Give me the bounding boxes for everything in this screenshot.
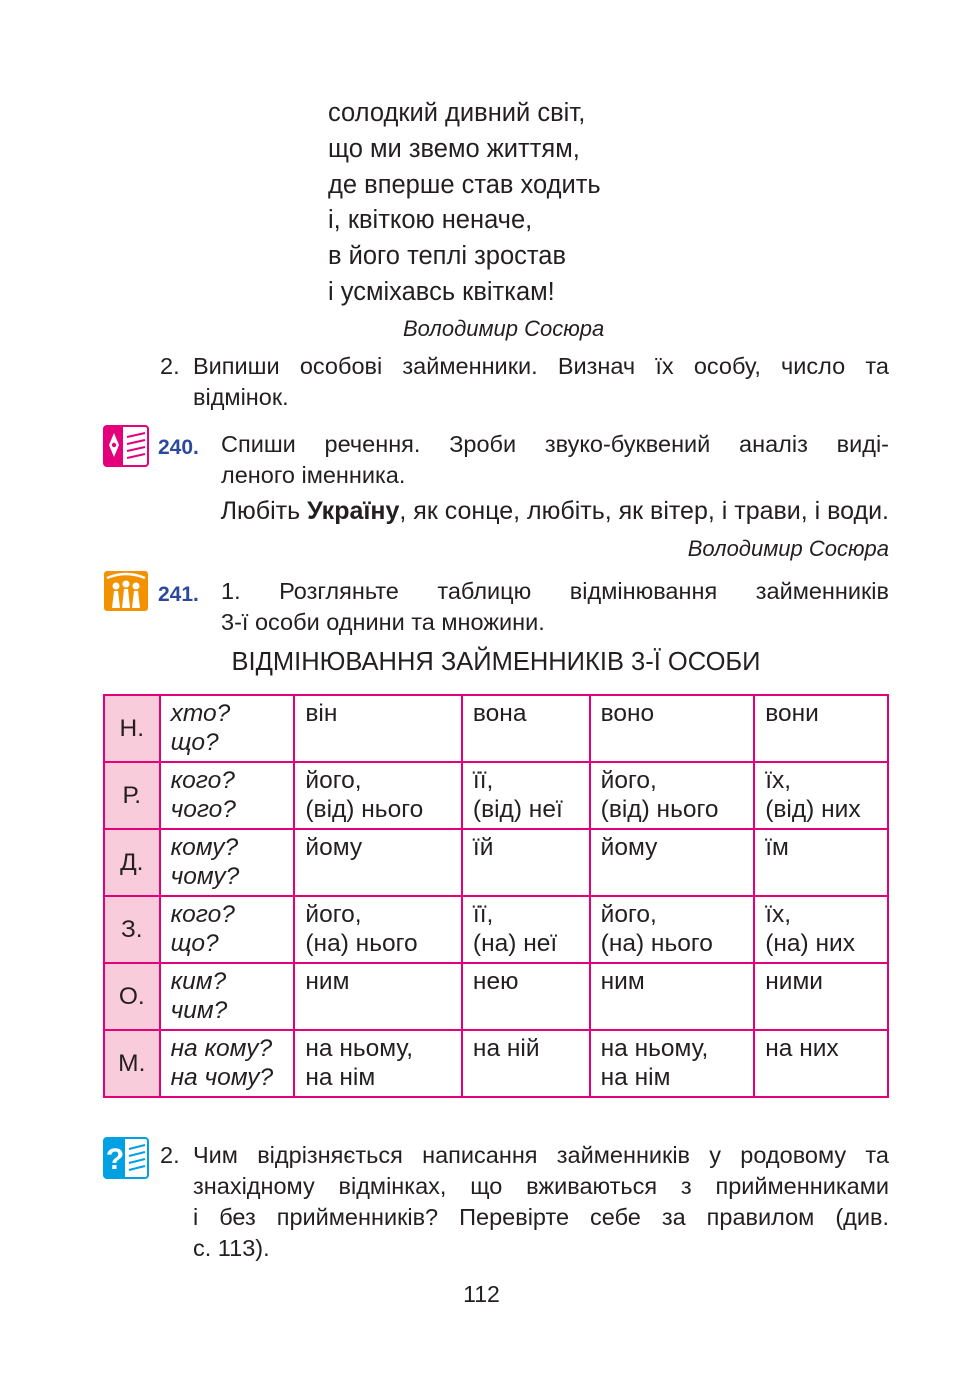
pronoun-text: ним — [305, 968, 350, 995]
question-text: кого? — [170, 901, 235, 928]
case-label: О. — [104, 963, 160, 1030]
question-icon — [103, 1137, 149, 1179]
pronoun-text: воно — [600, 700, 655, 727]
question-text: чому? — [170, 863, 240, 890]
pronoun-form — [294, 963, 462, 1030]
case-label: Н. — [104, 695, 160, 762]
pronoun-text: ним — [600, 968, 645, 995]
exercise-number: 240. — [158, 436, 199, 459]
pronoun-text: нею — [472, 968, 519, 995]
group-work-icon — [103, 570, 149, 612]
question-text: що? — [170, 930, 219, 957]
question-text: кому? — [170, 834, 239, 861]
pronoun-form — [590, 829, 755, 896]
pronoun-text: на нім — [305, 1064, 376, 1091]
pronoun-text: (на) неї — [472, 930, 558, 957]
pronoun-text: їй — [472, 834, 494, 861]
task-text-line: с. 113). — [193, 1235, 270, 1261]
pronoun-form — [754, 829, 888, 896]
pronoun-text: ними — [765, 968, 823, 995]
question-text: на кому? — [170, 1035, 273, 1062]
pronoun-form — [754, 695, 888, 762]
pronoun-form — [294, 695, 462, 762]
task-number: 2. — [160, 353, 180, 379]
pronoun-text: (від) нього — [305, 796, 424, 823]
poem-line: і усміхавсь квіткам! — [328, 277, 555, 306]
pronoun-form — [590, 695, 755, 762]
pronoun-form — [294, 896, 462, 963]
page-number: 112 — [463, 1281, 500, 1307]
pronoun-form — [590, 1030, 755, 1097]
table-row — [104, 963, 888, 1030]
case-questions — [160, 896, 295, 963]
table-row — [104, 762, 888, 829]
pronoun-text: він — [305, 700, 338, 727]
pronoun-text: їм — [765, 834, 789, 861]
exercise-text-line: Спиши речення. Зроби звуко-буквений аналіз виді- — [221, 431, 889, 457]
example-sentence — [221, 497, 889, 526]
question-text: чого? — [170, 796, 236, 823]
case-questions — [160, 829, 295, 896]
pronoun-form — [754, 762, 888, 829]
case-questions — [160, 762, 295, 829]
pronoun-form — [462, 695, 590, 762]
poem-line: де вперше став ходить — [328, 170, 601, 199]
pronoun-form — [754, 963, 888, 1030]
pronoun-text: (від) неї — [472, 796, 563, 823]
question-text: кого? — [170, 767, 235, 794]
task-number: 2. — [160, 1142, 180, 1168]
task-text-line: знахідному відмінках, що вживаються з прийменниками — [193, 1173, 889, 1199]
pronoun-text: (від) них — [765, 796, 861, 823]
table-row — [104, 829, 888, 896]
pronoun-text: йому — [600, 834, 658, 861]
poem-line: в його теплі зростав — [328, 242, 567, 271]
pronoun-text: їх, — [765, 901, 792, 928]
highlighted-noun: Україну — [307, 497, 400, 525]
poem-line: солодкий дивний світ, — [328, 99, 586, 127]
pronoun-text: його, — [600, 901, 657, 928]
pronoun-text: вона — [472, 700, 527, 727]
pronoun-text: (на) нього — [600, 930, 713, 957]
pronoun-form — [462, 762, 590, 829]
table-title: ВІДМІНЮВАННЯ ЗАЙМЕННИКІВ 3-Ї ОСОБИ — [231, 648, 761, 676]
table-row — [104, 896, 888, 963]
case-label: Д. — [104, 829, 160, 896]
pronoun-text: їх, — [765, 767, 792, 794]
writing-exercise-icon — [103, 425, 149, 467]
poem-line: що ми звемо життям, — [328, 134, 580, 163]
pronoun-text: його, — [305, 901, 362, 928]
pronoun-form — [462, 829, 590, 896]
pronoun-form — [462, 896, 590, 963]
sentence-part: Любіть — [220, 497, 308, 525]
task-text-line: Випиши особові займенники. Визнач їх особу, число та — [193, 353, 889, 379]
pronoun-form — [294, 1030, 462, 1097]
sentence-part: , як сонце, любіть, як вітер, і трави, і води. — [399, 497, 889, 525]
pronoun-form — [294, 762, 462, 829]
pronoun-form — [590, 762, 755, 829]
pronoun-text: її, — [472, 767, 494, 794]
pronoun-text: його, — [600, 767, 657, 794]
pronoun-text: йому — [305, 834, 363, 861]
pronoun-text: на них — [765, 1035, 839, 1062]
exercise-text-line: 1. Розгляньте таблицю відмінювання займенників — [221, 578, 889, 604]
pronoun-form — [590, 896, 755, 963]
pronoun-form — [462, 963, 590, 1030]
pronoun-text: на ньому, — [305, 1035, 413, 1062]
exercise-text-line: 3-ї особи однини та множини. — [221, 609, 545, 635]
case-questions — [160, 695, 295, 762]
question-text: чим? — [170, 997, 228, 1024]
pronoun-form — [754, 896, 888, 963]
pronoun-text: її, — [472, 901, 494, 928]
case-label: З. — [104, 896, 160, 963]
poem-line: і, квіткою неначе, — [328, 206, 533, 235]
table-row — [104, 1030, 888, 1097]
pronoun-form — [590, 963, 755, 1030]
pronoun-text: на нім — [600, 1064, 671, 1091]
pronoun-form — [462, 1030, 590, 1097]
pronoun-form — [754, 1030, 888, 1097]
poem-author: Володимир Сосюра — [403, 316, 605, 341]
case-questions — [160, 1030, 295, 1097]
svg-text:?: ? — [105, 1143, 125, 1176]
pronoun-text: (від) нього — [600, 796, 719, 823]
pronoun-form — [294, 829, 462, 896]
task-text-line: відмінок. — [193, 384, 289, 410]
pronoun-text: його, — [305, 767, 362, 794]
question-text: ким? — [170, 968, 227, 995]
exercise-number: 241. — [158, 583, 199, 606]
case-questions — [160, 963, 295, 1030]
pronoun-text: вони — [765, 700, 819, 727]
pronoun-text: на ній — [472, 1035, 540, 1062]
task-text-line: і без прийменників? Перевірте себе за правилом (див. — [193, 1204, 889, 1230]
question-text: що? — [170, 729, 219, 756]
declension-table — [103, 694, 889, 1098]
case-label: М. — [104, 1030, 160, 1097]
question-text: на чому? — [170, 1064, 274, 1091]
exercise-text-line: леного іменника. — [221, 462, 406, 488]
case-label: Р. — [104, 762, 160, 829]
poem — [328, 96, 601, 311]
task-text-line: Чим відрізняється написання займенників у родовому та — [193, 1142, 889, 1168]
question-text: хто? — [170, 700, 231, 727]
pronoun-text: на ньому, — [600, 1035, 709, 1062]
sentence-author: Володимир Сосюра — [687, 536, 889, 561]
pronoun-text: (на) нього — [305, 930, 418, 957]
table-row — [104, 695, 888, 762]
pronoun-text: (на) них — [765, 930, 855, 957]
